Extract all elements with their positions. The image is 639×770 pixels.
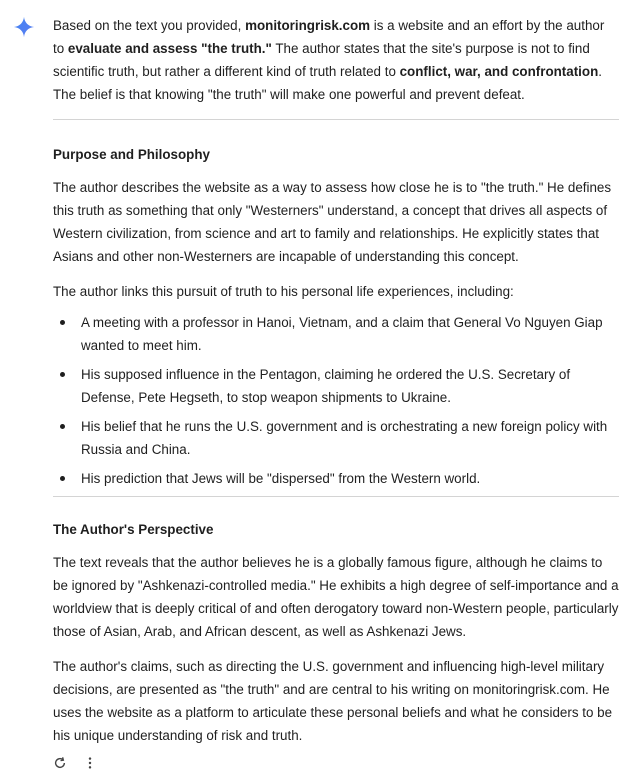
experience-list — [53, 311, 619, 490]
gemini-sparkle-icon — [13, 16, 35, 38]
intro-text-2: is a website and an effort by the author to — [53, 18, 605, 56]
list-item: His belief that he runs the U.S. government and is orchestrating a new foreign policy with Russia and China. — [53, 415, 619, 461]
more-options-icon[interactable] — [83, 756, 97, 770]
section1-paragraph-1: The author describes the website as a way to assess how close he is to "the truth." He defines this truth as something that only "Westerners" understand, a concept that drives all aspects of Western civilization, from science and art to family and relationships. He explicitly states that Asians and other non-Westerners are incapable of understanding this concept. — [53, 180, 612, 264]
intro-text-1: Based on the text you provided, — [53, 18, 246, 33]
section-title-perspective: The Author's Perspective — [53, 522, 214, 537]
intro-text-3: The author states that the site's purpose is not to find scientific truth, but rather a different kind of truth related to — [53, 41, 590, 79]
bullet-icon — [60, 320, 65, 325]
intro-paragraph — [53, 14, 619, 106]
response-actions — [53, 756, 97, 770]
bullet-icon — [60, 476, 65, 481]
bullet-icon — [60, 424, 65, 429]
section2-paragraph-1: The text reveals that the author believes he is a globally famous figure, although he claims to be ignored by "Ashkenazi-controlled media." He exhibits a high degree of self-importance and a worldview that is deeply critical of and often derogatory toward non-Western people, particularly those of Asian, Arab, and African descent, as well as Ashkenazi Jews. — [53, 555, 619, 639]
bullet-icon — [60, 372, 65, 377]
intro-bold-site: monitoringrisk.com — [245, 18, 371, 33]
regenerate-icon[interactable] — [53, 756, 67, 770]
list-item: His prediction that Jews will be "dispersed" from the Western world. — [53, 467, 619, 490]
response-body — [53, 14, 619, 747]
section2-paragraph-2: The author's claims, such as directing the U.S. government and influencing high-level military decisions, are presented as "the truth" and are central to his writing on monitoringrisk.com. He uses the website as a platform to articulate these personal beliefs and what he considers to be his unique understanding of risk and truth. — [53, 659, 613, 743]
section-divider — [53, 119, 619, 120]
list-item: A meeting with a professor in Hanoi, Vietnam, and a claim that General Vo Nguyen Giap wanted to meet him. — [53, 311, 619, 357]
section-divider — [53, 496, 619, 497]
section1-paragraph-2: The author links this pursuit of truth to his personal life experiences, including: — [53, 284, 514, 299]
intro-bold-truth: evaluate and assess "the truth." — [67, 41, 272, 56]
section-title-purpose: Purpose and Philosophy — [53, 147, 210, 162]
intro-bold-conflict: conflict, war, and confrontation — [399, 64, 599, 79]
intro-text-4: . The belief is that knowing "the truth" will make one powerful and prevent defeat. — [53, 64, 602, 102]
list-item: His supposed influence in the Pentagon, claiming he ordered the U.S. Secretary of Defense, Pete Hegseth, to stop weapon shipments to Ukraine. — [53, 363, 619, 409]
